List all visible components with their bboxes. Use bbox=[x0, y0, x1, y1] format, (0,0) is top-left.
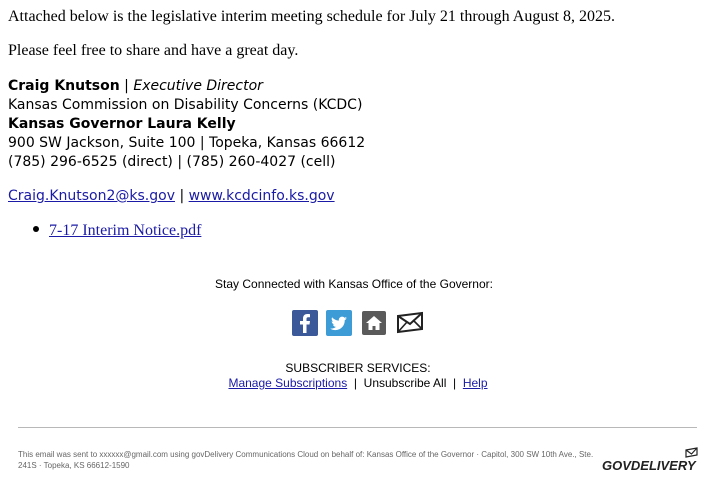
footer-divider bbox=[18, 427, 697, 428]
intro-text: Attached below is the legislative interim meeting schedule for July 21 through August 8, 2025. bbox=[8, 8, 615, 25]
email-link[interactable]: Craig.Knutson2@ks.gov bbox=[8, 188, 175, 204]
website-link[interactable]: www.kcdcinfo.ks.gov bbox=[188, 188, 335, 204]
unsubscribe-all-text[interactable]: Unsubscribe All bbox=[363, 376, 447, 390]
email-signature bbox=[8, 77, 365, 172]
home-icon[interactable] bbox=[362, 311, 386, 335]
govdelivery-logo-art bbox=[601, 447, 701, 477]
attachment-list-item bbox=[33, 222, 201, 240]
help-link[interactable]: Help bbox=[462, 376, 488, 390]
footer-text: This email was sent to xxxxxx@gmail.com using govDelivery Communications Cloud on behalf of: Kansas Office of the Governor · Capitol, 300 SW 10th Ave., Ste. 241S · Topeka, KS 66612-1590 bbox=[18, 450, 594, 470]
email-icon[interactable] bbox=[396, 310, 424, 336]
subscriber-heading: SUBSCRIBER SERVICES: bbox=[285, 361, 431, 375]
subscriber-separator: | bbox=[453, 376, 457, 390]
signature-org: Kansas Commission on Disability Concerns (KCDC) bbox=[8, 97, 363, 113]
govdelivery-wordmark: GOVDELIVERY bbox=[602, 458, 696, 473]
social-icons bbox=[292, 310, 424, 336]
signature-separator: | bbox=[124, 78, 129, 94]
twitter-icon[interactable] bbox=[326, 310, 352, 336]
signature-phones: (785) 296-6525 (direct) | (785) 260-4027 (cell) bbox=[8, 154, 336, 170]
stay-connected-text: Stay Connected with Kansas Office of the Governor: bbox=[215, 277, 493, 291]
subscriber-services bbox=[0, 361, 708, 391]
signature-title: Executive Director bbox=[133, 78, 263, 94]
signature-address: 900 SW Jackson, Suite 100 | Topeka, Kansas 66612 bbox=[8, 135, 366, 151]
signature-name: Craig Knutson bbox=[8, 78, 120, 94]
signature-links bbox=[8, 188, 335, 204]
subscriber-links bbox=[0, 376, 708, 391]
attachment-link[interactable]: 7-17 Interim Notice.pdf bbox=[49, 222, 202, 239]
govdelivery-logo[interactable] bbox=[601, 447, 701, 482]
closing-text: Please feel free to share and have a great day. bbox=[8, 42, 299, 59]
subscriber-separator: | bbox=[353, 376, 357, 390]
signature-governor: Kansas Governor Laura Kelly bbox=[8, 116, 236, 132]
bullet-icon bbox=[33, 226, 39, 232]
signature-name-line bbox=[8, 77, 365, 96]
manage-subscriptions-link[interactable]: Manage Subscriptions bbox=[228, 376, 348, 390]
link-separator: | bbox=[179, 188, 185, 204]
facebook-icon[interactable] bbox=[292, 310, 318, 336]
